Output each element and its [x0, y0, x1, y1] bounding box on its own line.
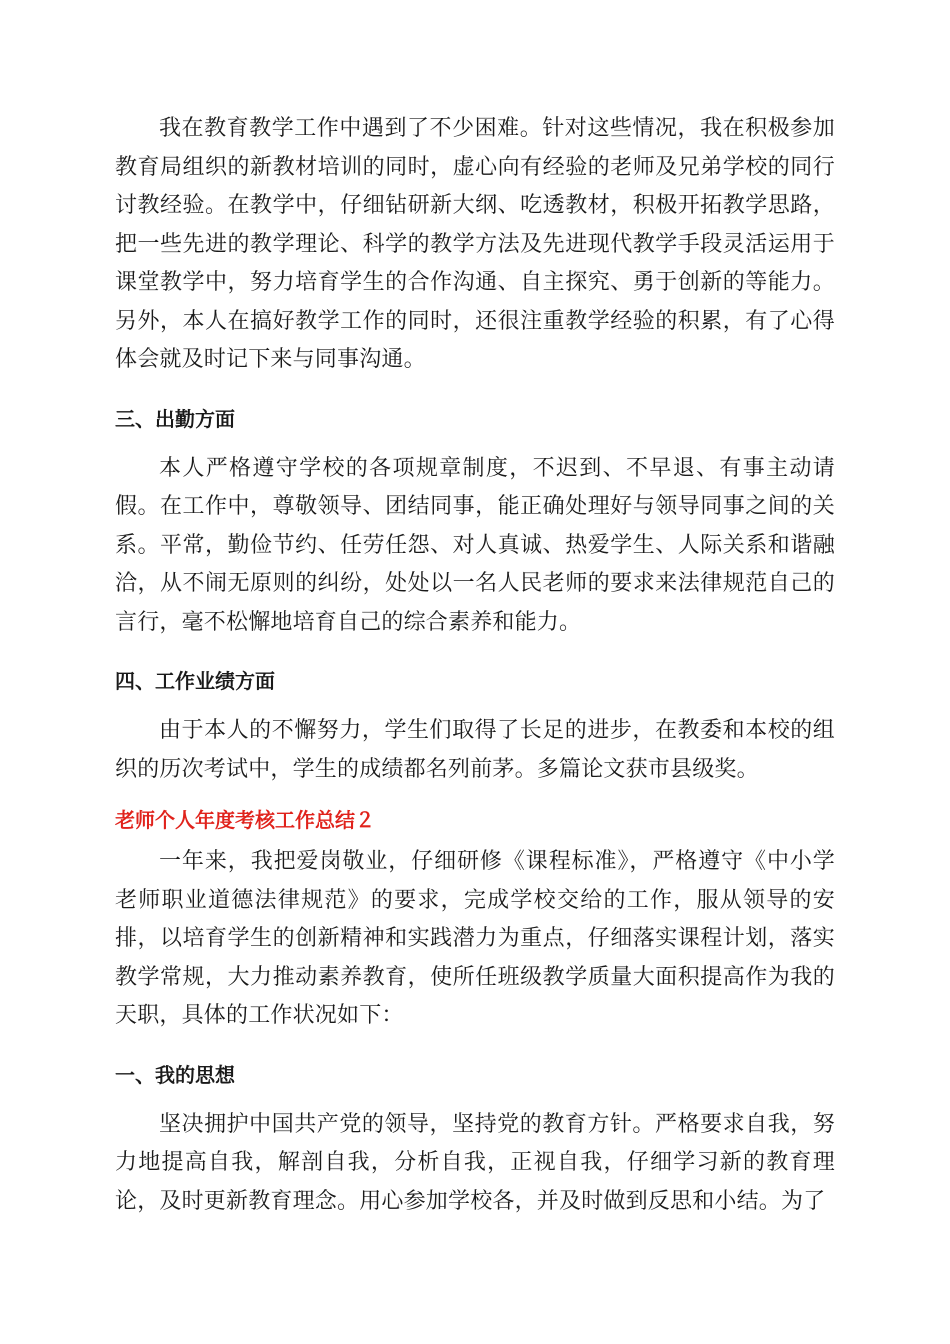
section-heading-my-thoughts: 一、我的思想 — [115, 1062, 235, 1087]
document-page — [115, 110, 835, 1221]
spacer — [115, 1036, 835, 1060]
spacer — [115, 1090, 835, 1106]
spacer — [115, 434, 835, 450]
paragraph-attendance: 本人严格遵守学校的各项规章制度，不迟到、不早退、有事主动请假。在工作中，尊敬领导、团结同事，能正确处理好与领导同事之间的关系。平常，勤俭节约、任劳任怨、对人真诚、热爱学生、人际关系和谐融洽，从不闹无原则的纠纷，处处以一名人民老师的要求来法律规范自己的言行，毫不松懈地培育自己的综合素养和能力。 — [115, 455, 835, 635]
article-title-2: 老师个人年度考核工作总结２ — [115, 808, 375, 832]
section-heading-attendance: 三、出勤方面 — [115, 406, 235, 431]
paragraph-my-thoughts: 坚决拥护中国共产党的领导，坚持党的教育方针。严格要求自我，努力地提高自我，解剖自我，分析自我，正视自我，仔细学习新的教育理论，及时更新教育理念。用心参加学校各，并及时做到反思和小结。为了 — [115, 1111, 835, 1214]
section-heading-performance: 四、工作业绩方面 — [115, 669, 275, 693]
spacer — [115, 696, 835, 712]
paragraph-annual-overview: 一年来，我把爱岗敬业，仔细研修《课程标准》，严格遵守《中小学老师职业道德法律规范》的要求，完成学校交给的工作，服从领导的安排，以培育学生的创新精神和实践潜力为重点，仔细落实课程计划，落实教学常规，大力推动素养教育，使所任班级教学质量大面积提高作为我的天职，具体的工作状况如下： — [115, 849, 835, 1028]
paragraph-teaching-difficulties: 我在教育教学工作中遇到了不少困难。针对这些情况，我在积极参加教育局组织的新教材培训的同时，虚心向有经验的老师及兄弟学校的同行讨教经验。在教学中，仔细钻研新大纲、吃透教材，积极开拓教学思路，把一些先进的教学理论、科学的教学方法及先进现代教学手段灵活运用于课堂教学中，努力培育学生的合作沟通、自主探究、勇于创新的等能力。另外，本人在搞好教学工作的同时，还很注重教学经验的积累，有了心得体会就及时记下来与同事沟通。 — [115, 116, 835, 372]
spacer — [115, 380, 835, 404]
paragraph-performance: 由于本人的不懈努力，学生们取得了长足的进步，在教委和本校的组织的历次考试中，学生的成绩都名列前茅。多篇论文获市县级奖。 — [115, 718, 835, 782]
spacer — [115, 835, 835, 843]
spacer — [115, 789, 835, 805]
spacer — [115, 642, 835, 666]
